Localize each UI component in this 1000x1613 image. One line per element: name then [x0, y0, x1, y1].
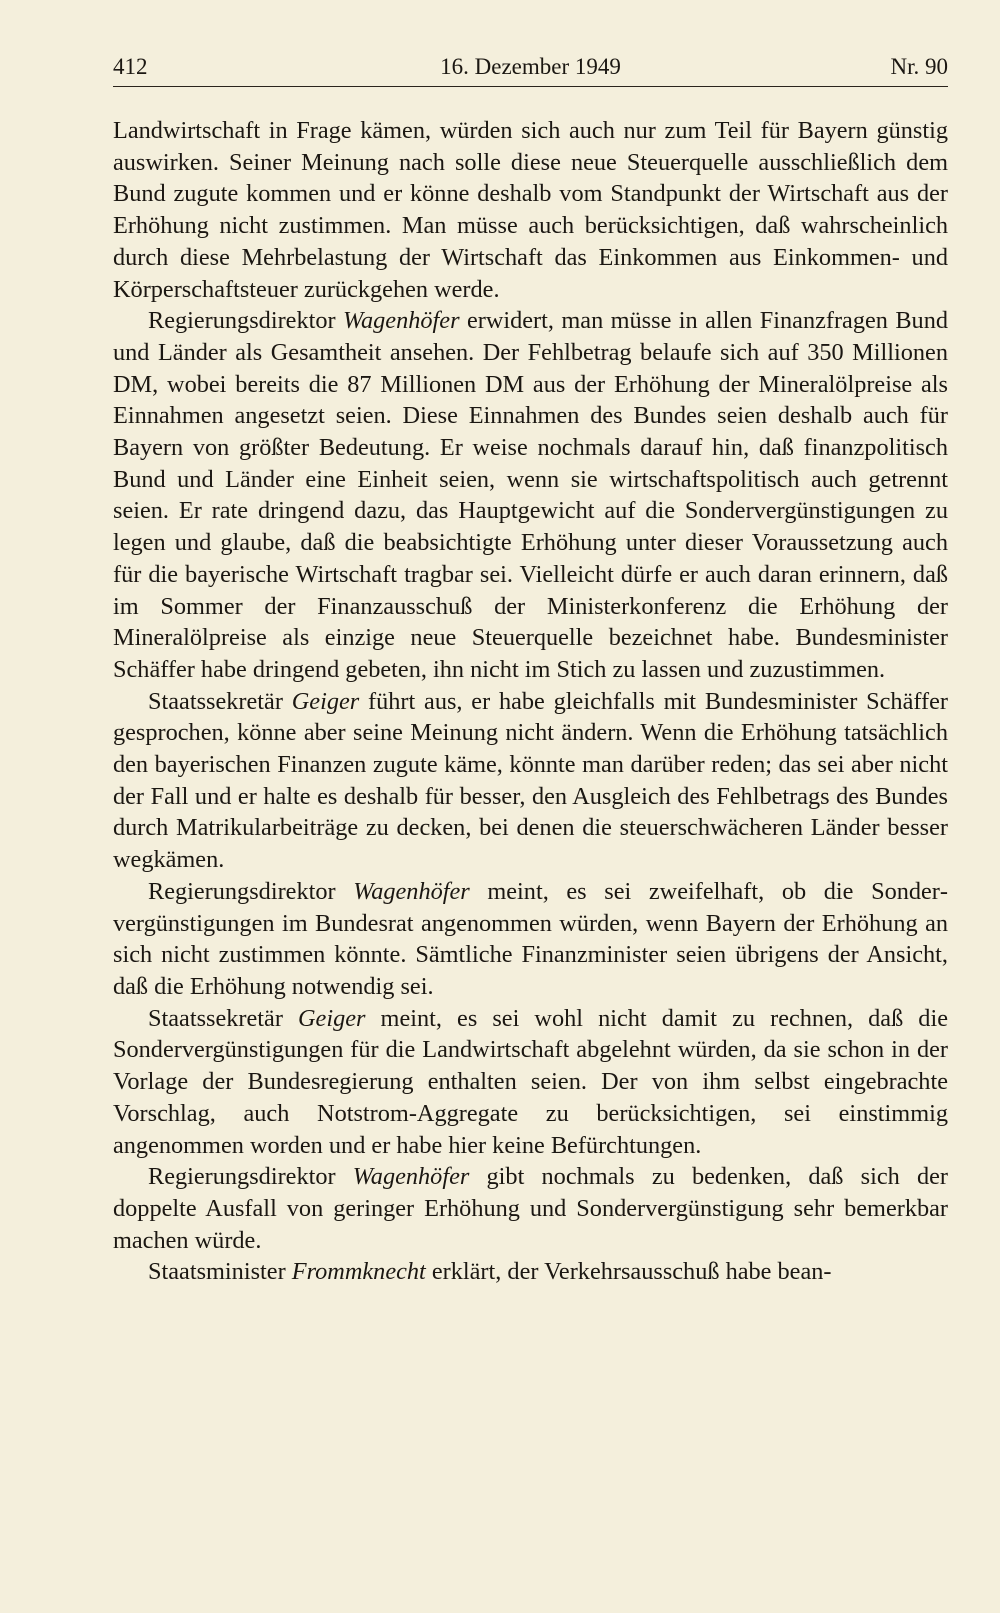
- paragraph: [113, 1256, 948, 1288]
- speaker-role: Staatssekretär: [148, 1004, 298, 1032]
- paragraph-text: erwidert, man müsse in allen Finanzfragen Bund und Länder als Gesamtheit ansehen. Der Fehlbetrag belaufe sich auf 350 Millionen DM, wobei bereits die 87 Millionen DM aus der Erhöhung der Mineralölpreise als Einnahmen angesetzt seien. Diese Einnahmen des Bundes seien deshalb auch für Bayern von größter Bedeutung. Er weise nochmals darauf hin, daß finanzpolitisch Bund und Länder eine Einheit seien, wenn sie wirtschaftspolitisch auch getrennt seien. Er rate dringend dazu, das Hauptgewicht auf die Sondervergünstigungen zu legen und glaube, daß die beabsichtigte Erhöhung unter dieser Voraussetzung auch für die bayerische Wirtschaft tragbar sei. Vielleicht dürfe er auch daran erinnern, daß im Sommer der Finanzausschuß der Ministerkonferenz die Erhöhung der Mineralölpreise als einzige neue Steuerquelle bezeichnet habe. Bundesminister Schäffer habe dringend gebeten, ihn nicht im Stich zu lassen und zuzustimmen.: [113, 307, 948, 683]
- paragraph-text: erklärt, der Verkehrsausschuß habe bean-: [425, 1258, 832, 1286]
- speaker-role: Regierungsdirektor: [148, 1163, 353, 1191]
- issue-number: Nr. 90: [890, 54, 948, 79]
- body-text: [113, 115, 948, 1288]
- paragraph: [113, 686, 948, 876]
- speaker-name: Wagenhöfer: [352, 1163, 470, 1191]
- page-number: 412: [113, 54, 148, 79]
- speaker-role: Staatssekretär: [148, 687, 292, 715]
- speaker-name: Geiger: [291, 687, 360, 715]
- speaker-role: Staatsminister: [148, 1258, 292, 1286]
- paragraph: [113, 115, 948, 305]
- paragraph-text: gibt nochmals zu bedenken, daß sich der doppelte Ausfall von geringer Erhöhung und Sondervergünstigung sehr bemerkbar machen würde.: [113, 1163, 948, 1254]
- speaker-name: Frommknecht: [291, 1258, 426, 1286]
- paragraph: [113, 305, 948, 685]
- paragraph: [113, 1003, 948, 1162]
- speaker-name: Wagenhöfer: [353, 877, 470, 905]
- speaker-name: Geiger: [298, 1004, 366, 1032]
- header-date: 16. Dezember 1949: [440, 54, 621, 79]
- speaker-name: Wagenhöfer: [343, 307, 460, 335]
- paragraph-text: meint, es sei zweifelhaft, ob die Sondervergünstigungen im Bundesrat angenommen würden, wenn Bayern der Erhöhung an sich nicht zustimmen könnte. Sämtliche Finanzminister seien übrigens der Ansicht, daß die Erhöhung notwendig sei.: [113, 877, 948, 1000]
- paragraph: [113, 1161, 948, 1256]
- paragraph-text: führt aus, er habe gleichfalls mit Bundesminister Schäffer gesprochen, könne aber seine Meinung nicht ändern. Wenn die Erhöhung tatsächlich den bayerischen Finanzen zugute käme, könnte man darüber reden; das sei aber nicht der Fall und er halte es deshalb für besser, den Ausgleich des Fehlbetrags des Bundes durch Matrikularbeiträge zu decken, bei denen die steuerschwächeren Länder besser wegkämen.: [113, 687, 948, 874]
- paragraph-text: meint, es sei wohl nicht damit zu rechnen, daß die Sondervergünstigungen für die Landwirtschaft abgelehnt würden, da sie schon in der Vorlage der Bundesregierung enthalten seien. Der von ihm selbst eingebrachte Vorschlag, auch Notstrom-Aggregate zu berücksichtigen, sei einstimmig angenommen worden und er habe hier keine Befürchtungen.: [113, 1004, 948, 1159]
- paragraph: [113, 876, 948, 1003]
- speaker-role: Regierungsdirektor: [148, 877, 354, 905]
- paragraph-text: Landwirtschaft in Frage kämen, würden sich auch nur zum Teil für Bayern günstig auswirken. Seiner Meinung nach solle diese neue Steuerquelle ausschließlich dem Bund zugute kommen und er könne deshalb vom Standpunkt der Wirtschaft aus der Erhöhung nicht zustimmen. Man müsse auch berücksichtigen, daß wahrscheinlich durch diese Mehrbelastung der Wirtschaft das Einkommen aus Einkommen- und Körperschaftsteuer zurückgehen werde.: [113, 117, 948, 303]
- speaker-role: Regierungsdirektor: [148, 307, 343, 335]
- running-header: [113, 50, 948, 87]
